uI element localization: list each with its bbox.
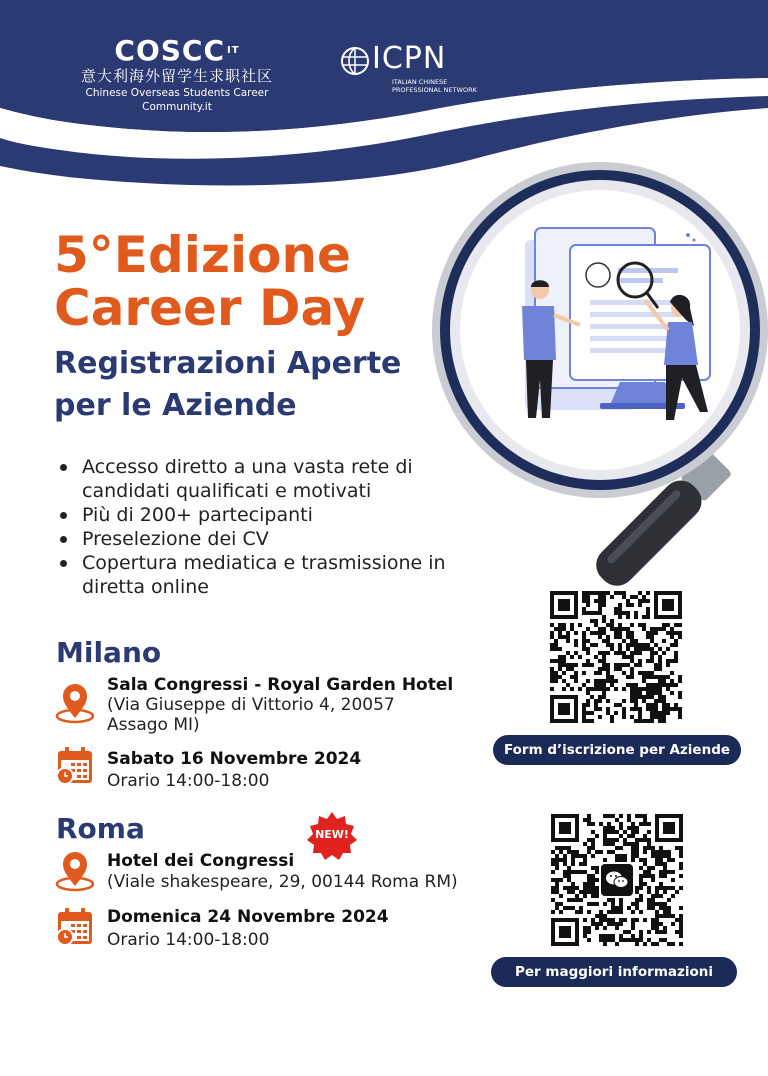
career-day-title: Career Day (54, 279, 366, 337)
magnifying-glass-icon (430, 150, 768, 610)
more-info-button[interactable]: Per maggiori informazioni (491, 957, 737, 987)
wechat-icon (601, 864, 633, 896)
roma-address: (Viale shakespeare, 29, 00144 Roma RM) (107, 872, 458, 892)
cosc-logo-text: COSCC (114, 34, 226, 67)
benefit-text: Preselezione dei CV (82, 528, 269, 550)
new-badge-label: NEW! (315, 828, 349, 841)
icpn-logo-sub-line1: ITALIAN CHINESE (392, 78, 448, 86)
location-pin-icon (54, 682, 96, 724)
form-registration-button[interactable]: Form d’iscrizione per Aziende (493, 735, 741, 765)
icpn-logo-sub-line2: PROFESSIONAL NETWORK (392, 86, 477, 94)
milano-venue: Sala Congressi - Royal Garden Hotel (107, 675, 454, 695)
icpn-logo-text: ICPN (372, 41, 447, 76)
milano-hours: Orario 14:00-18:00 (107, 771, 270, 791)
benefits-list (58, 455, 478, 599)
calendar-icon (54, 745, 96, 787)
subtitle-line2: per le Aziende (54, 388, 297, 423)
roma-date: Domenica 24 Novembre 2024 (107, 907, 389, 927)
cosc-logo-sup: IT (227, 45, 240, 56)
location-pin-icon (54, 850, 96, 892)
cosc-logo (52, 36, 302, 114)
list-item (58, 455, 478, 503)
subtitle-line1: Registrazioni Aperte (54, 346, 402, 381)
cosc-logo-chinese: 意大利海外留学生求职社区 (80, 67, 273, 85)
form-qr-code[interactable] (550, 591, 682, 723)
list-item (58, 503, 478, 527)
benefit-text: Copertura mediatica e trasmissione in diretta online (82, 552, 446, 598)
list-item (58, 551, 478, 599)
milano-address: (Via Giuseppe di Vittorio 4, 20057 Assago MI) (107, 695, 395, 735)
roma-hours: Orario 14:00-18:00 (107, 930, 270, 950)
edition-title: 5°Edizione (54, 226, 351, 284)
calendar-icon (54, 906, 96, 948)
roma-heading: Roma (56, 812, 145, 845)
benefit-text: Più di 200+ partecipanti (82, 504, 313, 526)
milano-heading: Milano (56, 636, 162, 669)
milano-date: Sabato 16 Novembre 2024 (107, 749, 362, 769)
cosc-logo-english: Chinese Overseas Students Career Community.it (85, 87, 269, 113)
benefit-text: Accesso diretto a una vasta rete di candidati qualificati e motivati (82, 456, 413, 502)
roma-venue: Hotel dei Congressi (107, 851, 295, 871)
icpn-globe-icon (340, 44, 370, 78)
list-item (58, 527, 478, 551)
